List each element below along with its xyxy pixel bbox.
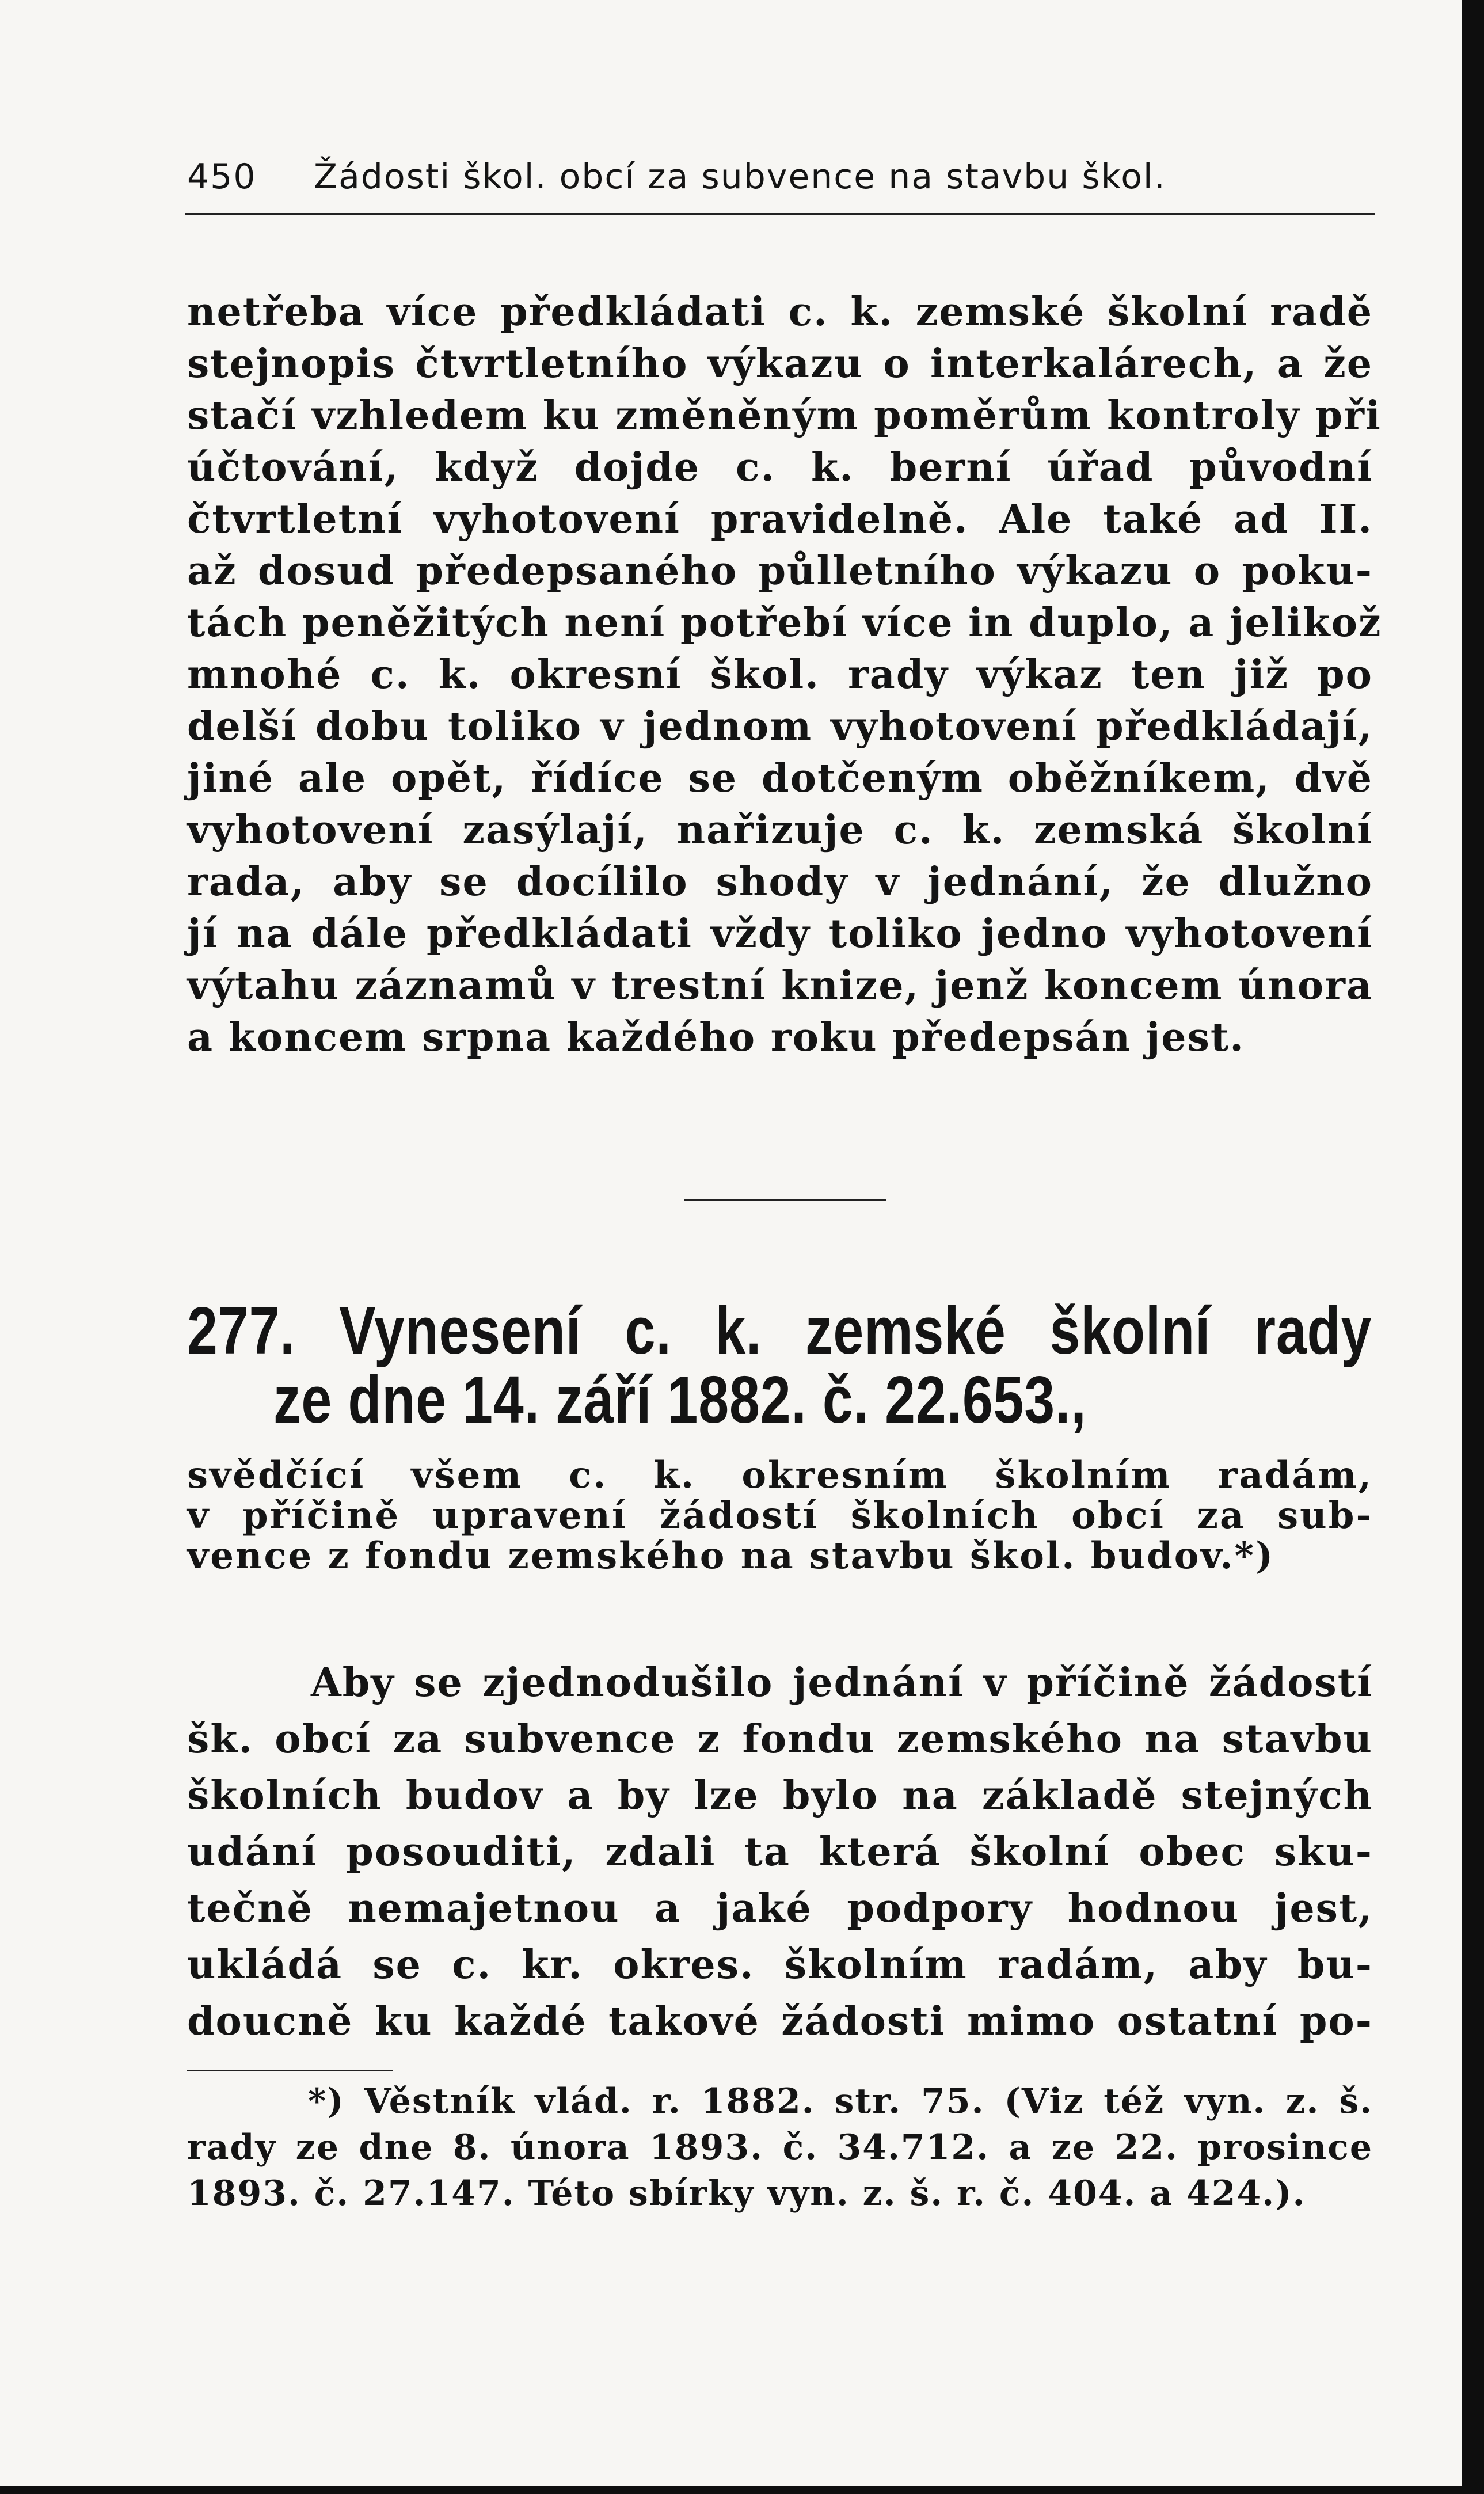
text-line: a koncem srpna každého roku předepsán jest. [187,1014,1245,1060]
header-rule [185,213,1375,215]
text-line: tách peněžitých není potřebí více in duplo, a jelikož [187,600,1382,646]
section-separator-rule [684,1199,886,1201]
text-line: šk. obcí za subvence z fondu zemského na stavbu [187,1716,1373,1762]
text-line: rada, aby se docílilo shody v jednání, že dlužno [187,859,1373,905]
section-subheading [187,1455,1373,1576]
text-line: výtahu záznamů v trestní knize, jenž koncem února [187,963,1373,1009]
section-body-paragraph [187,1655,1373,2050]
text-line: školních budov a by lze bylo na základě stejných [187,1773,1373,1819]
text-line: tečně nemajetnou a jaké podpory hodnou jest, [187,1885,1373,1932]
continuation-paragraph [187,286,1382,1063]
running-title: Žádosti škol. obcí za subvence na stavbu škol. [314,157,1166,197]
text-line: až dosud předepsaného půlletního výkazu o poku- [187,548,1373,594]
subheading-line: vence z fondu zemského na stavbu škol. budov.*) [187,1534,1275,1577]
footnote [187,2078,1373,2217]
text-line: delší dobu toliko v jednom vyhotovení předkládají, [187,704,1373,750]
subheading-line: svědčící všem c. k. okresním školním radám, [187,1454,1373,1497]
text-line: netřeba více předkládati c. k. zemské školní radě [187,289,1373,335]
text-line: doucně ku každé takové žádosti mimo ostatní po- [187,1998,1373,2044]
footnote-line: rady ze dne 8. února 1893. č. 34.712. a ze 22. prosince [187,2127,1373,2168]
section-heading-date [273,1364,1194,1435]
text-line: účtování, když dojde c. k. berní úřad původní [187,444,1373,491]
running-head [187,151,1373,203]
section-heading-line: 277. Vynesení c. k. zemské školní rady [187,1293,1372,1368]
scan-edge-bottom [0,2486,1484,2494]
text-line: jiné ale opět, řídíce se dotčeným oběžníkem, dvě [187,755,1373,801]
text-line: stačí vzhledem ku změněným poměrům kontroly při [187,393,1382,439]
section-heading [187,1295,1372,1366]
text-line: udání posouditi, zdali ta která školní obec sku- [187,1829,1373,1875]
section-heading-line: ze dne 14. září 1882. č. 22.653., [273,1362,1087,1437]
page-number: 450 [187,157,257,197]
footnote-rule [187,2070,393,2071]
text-line: vyhotovení zasýlají, nařizuje c. k. zemská školní [187,807,1373,853]
scan-edge-right [1462,0,1484,2494]
text-line: stejnopis čtvrtletního výkazu o interkalárech, a že [187,341,1373,387]
text-line: čtvrtletní vyhotovení pravidelně. Ale také ad II. [187,496,1373,542]
text-line: ukládá se c. kr. okres. školním radám, aby bu- [187,1942,1373,1988]
text-line: jí na dále předkládati vždy toliko jedno vyhotovení [187,911,1373,957]
text-line: mnohé c. k. okresní škol. rady výkaz ten již po [187,652,1373,698]
footnote-line: *) Věstník vlád. r. 1882. str. 75. (Viz též vyn. z. š. [308,2081,1373,2122]
footnote-line: 1893. č. 27.147. Této sbírky vyn. z. š. r. č. 404. a 424.). [187,2173,1306,2214]
text-line: Aby se zjednodušilo jednání v příčině žádostí [311,1660,1373,1706]
subheading-line: v příčině upravení žádostí školních obcí za sub- [187,1494,1373,1537]
